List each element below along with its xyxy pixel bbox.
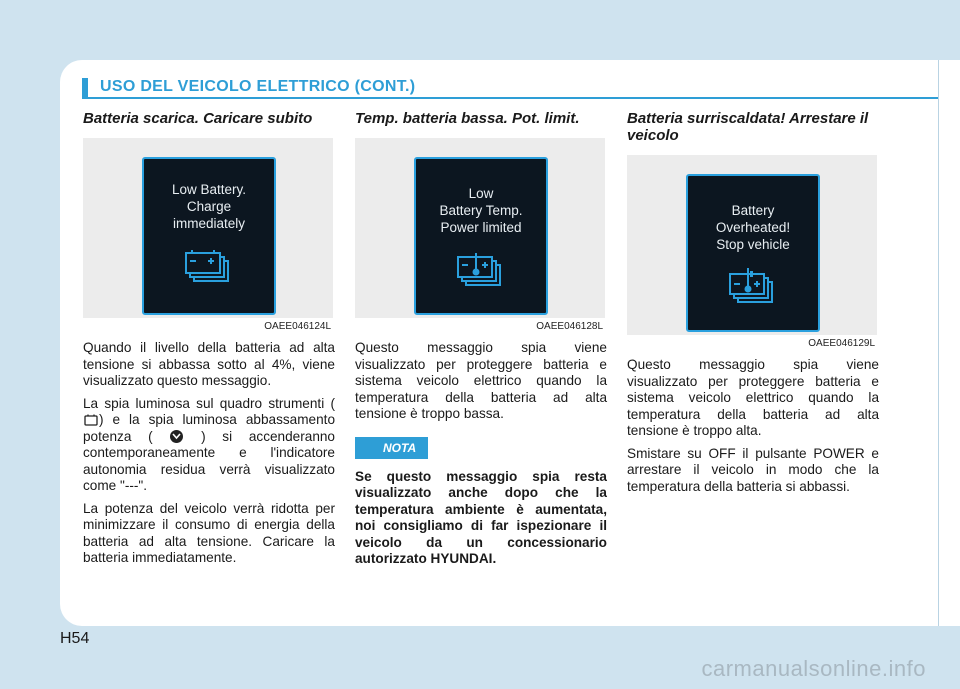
paragraph-lamp <box>83 396 335 495</box>
column-title: Batteria surriscaldata! Arrestare il veicolo <box>627 110 869 144</box>
cluster-screen <box>142 157 276 315</box>
header-accent-bar <box>82 78 88 98</box>
battery-warning-icon <box>184 249 234 283</box>
screen-message: Low Battery. Charge immediately <box>171 182 247 231</box>
cluster-figure <box>355 138 605 332</box>
column-title: Temp. batteria bassa. Pot. limit. <box>355 110 580 127</box>
header-rule <box>82 97 938 99</box>
column-low-battery <box>83 110 335 573</box>
lamp-close-text: ) <box>99 412 104 427</box>
paragraph: Questo messaggio spia viene visualizzato per proteggere batteria e sistema veicolo elettrico quando la temperatura della batteria ad alta tensione è troppo alta. <box>627 357 879 438</box>
battery-low-temp-icon <box>456 251 508 287</box>
column-body <box>83 340 335 567</box>
battery-overheat-icon <box>728 268 780 304</box>
battery-lamp-icon <box>83 414 99 427</box>
paragraph: Questo messaggio spia viene visualizzato per proteggere batteria e sistema veicolo elettrico quando la temperatura della batteria ad alta tensione è troppo bassa. <box>355 340 607 421</box>
lamp-intro-text: La spia luminosa sul quadro strumenti ( <box>83 395 335 411</box>
power-down-lamp-icon <box>169 429 184 444</box>
column-low-temp <box>355 110 607 574</box>
column-title: Batteria scarica. Caricare subito <box>83 110 313 127</box>
figure-code: OAEE046129L <box>808 338 875 349</box>
screen-message: Battery Overheated! Stop vehicle <box>715 203 791 252</box>
lamp-middle-text: e la spia luminosa abbassamento potenza ( <box>83 412 335 444</box>
lamp-end-text: ) si accenderanno contemporaneamente e l'indicatore autonomia residua verrà visualizzato come "---". <box>83 428 335 493</box>
screen-message: Low Battery Temp. Power limited <box>439 186 523 235</box>
column-body <box>355 340 607 568</box>
watermark-text: carmanualsonline.info <box>701 656 926 681</box>
section-title: USO DEL VEICOLO ELETTRICO (CONT.) <box>100 78 416 95</box>
cluster-screen <box>414 157 548 315</box>
page-edge-line <box>938 60 939 626</box>
cluster-screen <box>686 174 820 332</box>
cluster-figure <box>83 138 333 332</box>
paragraph: La potenza del veicolo verrà ridotta per minimizzare il consumo di energia della batteria ad alta tensione. Caricare la batteria immediatamente. <box>83 500 335 565</box>
figure-code: OAEE046128L <box>536 321 603 332</box>
note-text: Se questo messaggio spia resta visualizzato anche dopo che la temperatura ambiente è aumentata, noi consigliamo di far ispezionare il veicolo da un concessionario autorizzato HYUNDAI. <box>355 468 607 566</box>
cluster-figure <box>627 155 877 349</box>
paragraph: Quando il livello della batteria ad alta tensione si abbassa sotto al 4%, viene visualizzato questo messaggio. <box>83 340 335 388</box>
note-label: NOTA <box>355 437 428 459</box>
column-overheated <box>627 110 879 501</box>
paragraph: Smistare su OFF il pulsante POWER e arrestare il veicolo in modo che la temperatura della batteria si abbassi. <box>627 445 879 494</box>
column-body <box>627 357 879 495</box>
figure-code: OAEE046124L <box>264 321 331 332</box>
page-number: H54 <box>60 630 90 647</box>
